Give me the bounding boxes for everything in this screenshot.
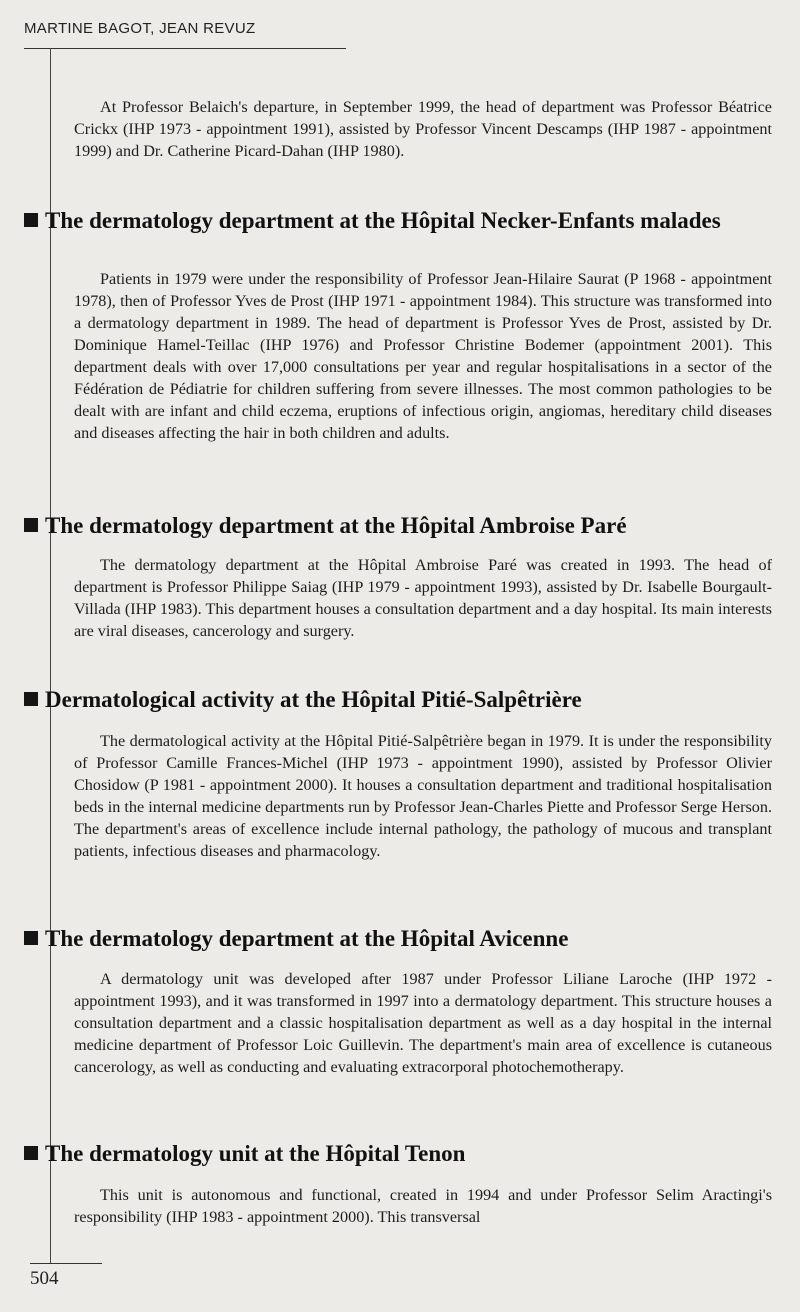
- running-head: MARTINE BAGOT, JEAN REVUZ: [24, 20, 256, 37]
- section-heading-text: The dermatology department at the Hôpital Necker-Enfants malades: [45, 208, 721, 233]
- section-heading-text: The dermatology department at the Hôpital Avicenne: [45, 926, 569, 951]
- section-heading-pitie-salpetriere: [24, 686, 784, 713]
- section-body-necker: Patients in 1979 were under the responsibility of Professor Jean-Hilaire Saurat (P 1968 - appointment 1978), then of Professor Yves de Prost (IHP 1971 - appointment 1984). This structure was transformed into a dermatology department in 1989. The head of department is Professor Yves de Prost, assisted by Dr. Dominique Hamel-Teillac (IHP 1976) and Professor Christine Bodemer (appointment 2001). This department deals with over 17,000 consultations per year and regular hospitalisations in a sector of the Fédération de Pédiatrie for children suffering from severe illnesses. The most common pathologies to be dealt with are infant and child eczema, eruptions of infectious origin, angiomas, hereditary child diseases and diseases affecting the hair in both children and adults.: [74, 270, 772, 442]
- section-body-tenon: This unit is autonomous and functional, created in 1994 and under Professor Selim Aractingi's responsibility (IHP 1983 - appointment 2000). This transversal: [74, 1186, 772, 1226]
- section-heading-text: The dermatology unit at the Hôpital Tenon: [45, 1141, 466, 1166]
- page-number: 504: [30, 1268, 59, 1289]
- intro-paragraph: At Professor Belaich's departure, in September 1999, the head of department was Professor Béatrice Crickx (IHP 1973 - appointment 1991), assisted by Professor Vincent Descamps (IHP 1987 - appointment 1999) and Dr. Catherine Picard-Dahan (IHP 1980).: [74, 98, 772, 160]
- section-heading-necker: [24, 207, 784, 234]
- header-rule: [24, 48, 346, 49]
- square-bullet-icon: [24, 931, 38, 945]
- section-heading-avicenne: [24, 925, 784, 952]
- section-body-avicenne: A dermatology unit was developed after 1987 under Professor Liliane Laroche (IHP 1972 - appointment 1993), and it was transformed in 1997 into a dermatology department. This structure houses a consultation department and a classic hospitalisation department as well as a day hospital in the internal medicine department of Professor Loic Guillevin. The department's main area of excellence is cutaneous cancerology, as well as conducting and evaluating extracorporal photochemotherapy.: [74, 970, 772, 1076]
- section-heading-text: The dermatology department at the Hôpital Ambroise Paré: [45, 513, 627, 538]
- section-body-ambroise-pare: The dermatology department at the Hôpital Ambroise Paré was created in 1993. The head of department is Professor Philippe Saiag (IHP 1979 - appointment 1993), assisted by Dr. Isabelle Bourgault-Villada (IHP 1983). This department houses a consultation department and a day hospital. Its main interests are viral diseases, cancerology and surgery.: [74, 556, 772, 640]
- section-heading-ambroise-pare: [24, 512, 784, 539]
- section-heading-text: Dermatological activity at the Hôpital Pitié-Salpêtrière: [45, 687, 582, 712]
- square-bullet-icon: [24, 518, 38, 532]
- square-bullet-icon: [24, 1146, 38, 1160]
- section-body-pitie-salpetriere: The dermatological activity at the Hôpital Pitié-Salpêtrière began in 1979. It is under the responsibility of Professor Camille Frances-Michel (IHP 1973 - appointment 1990), assisted by Professor Olivier Chosidow (P 1981 - appointment 2000). It houses a consultation department and traditional hospitalisation beds in the internal medicine departments run by Professor Jean-Charles Piette and Professor Serge Herson. The department's areas of excellence include internal pathology, the pathology of mucous and transplant patients, infectious diseases and pharmacology.: [74, 732, 772, 860]
- footer-rule: [30, 1263, 102, 1264]
- square-bullet-icon: [24, 692, 38, 706]
- square-bullet-icon: [24, 213, 38, 227]
- section-heading-tenon: [24, 1140, 784, 1167]
